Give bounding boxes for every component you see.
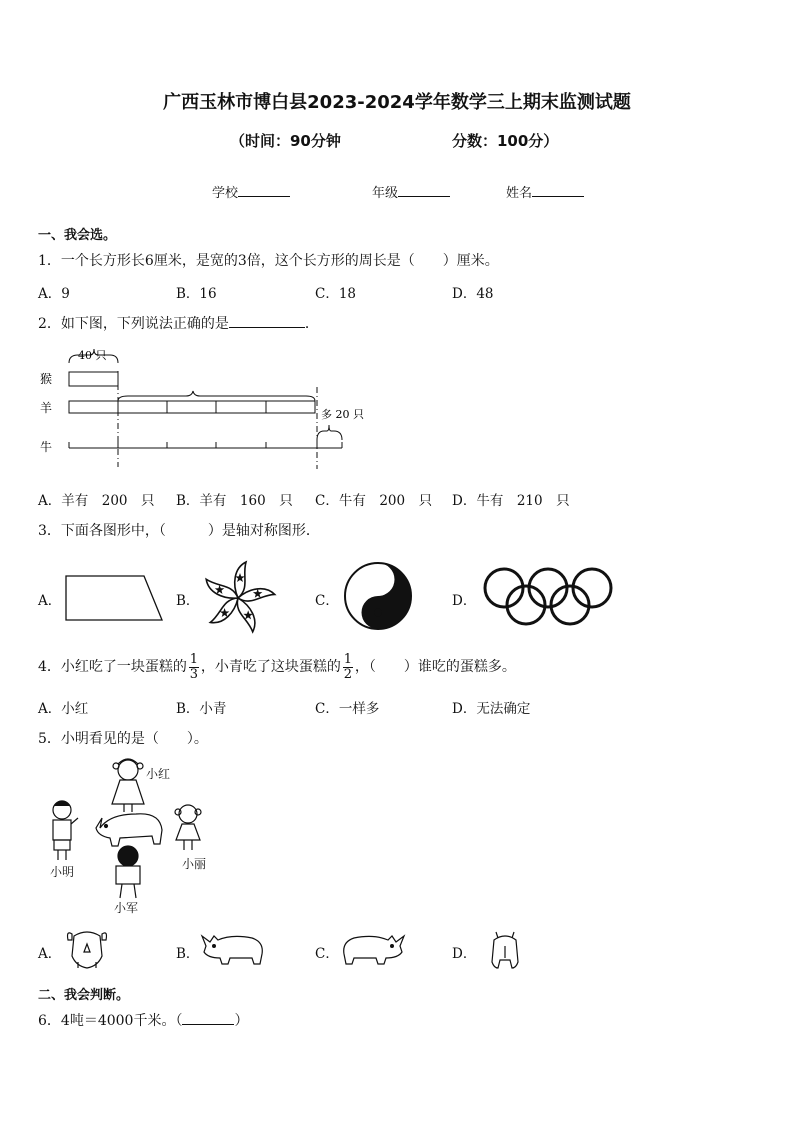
girl-xiaohong-figure (112, 759, 144, 812)
q5-scene-illustration (40, 752, 230, 922)
name-xiaoming: 小明 (50, 865, 75, 879)
boy-xiaoming-figure (53, 801, 78, 860)
page-title: 广西玉林市博白县2023-2024学年数学三上期末监测试题 (163, 92, 631, 113)
cow-brace (317, 425, 342, 440)
question-6 (38, 1010, 248, 1030)
q2-option-d[interactable]: D．牛有 210 只 (452, 493, 570, 509)
sheep-label: 羊 (40, 401, 53, 415)
q4-text-2: ，小青吃了这块蛋糕的 (200, 659, 341, 675)
yin-yang-icon (342, 560, 414, 632)
q4-option-c[interactable]: C．一样多 (315, 701, 380, 717)
question-2 (38, 313, 319, 333)
rhino-facing-right-icon (340, 930, 406, 968)
monkey-label: 猴 (40, 372, 53, 386)
grade-blank[interactable] (398, 183, 450, 197)
q1-option-b[interactable]: B．16 (176, 286, 217, 302)
girl-xiaoli-figure (175, 805, 201, 850)
name-xiaoli: 小丽 (182, 857, 207, 871)
olympic-rings-icon (480, 566, 616, 628)
name-label: 姓名 (506, 186, 533, 201)
fraction-one-third (189, 653, 199, 682)
q4-option-d[interactable]: D．无法确定 (452, 701, 531, 717)
frac2-numerator: 1 (343, 651, 353, 667)
frac2-denominator: 2 (343, 666, 353, 682)
trapezoid-icon (62, 572, 166, 624)
q3-option-a[interactable]: A． (38, 593, 62, 609)
frac1-numerator: 1 (189, 651, 199, 667)
label-more-20: 多 20 只 (321, 408, 364, 421)
fraction-one-half (343, 653, 353, 682)
q3-option-c[interactable]: C． (315, 593, 339, 609)
bauhinia-flower-icon (198, 558, 278, 638)
question-1: 1．一个长方形长6厘米，是宽的3倍，这个长方形的周长是（ ）厘米。 (38, 253, 499, 269)
name-field (506, 182, 584, 201)
school-blank[interactable] (238, 183, 290, 197)
q5-option-b[interactable]: B． (176, 946, 200, 962)
q2-answer-blank[interactable] (229, 314, 305, 328)
q3-option-d[interactable]: D． (452, 593, 477, 609)
cow-label: 牛 (40, 440, 53, 454)
name-xiaohong: 小红 (146, 767, 171, 781)
exam-score: 分数：100分） (452, 132, 559, 150)
exam-time: （时间：90分钟 (230, 132, 341, 150)
question-5: 5．小明看见的是（ ）。 (38, 731, 208, 747)
q4-option-b[interactable]: B．小青 (176, 701, 227, 717)
monkey-segment (69, 372, 118, 386)
question-2-end: ． (304, 316, 319, 332)
grade-field (372, 182, 450, 201)
boy-xiaojun-figure (116, 846, 140, 898)
grade-label: 年级 (372, 186, 399, 201)
q2-option-c[interactable]: C．牛有 200 只 (315, 493, 433, 509)
q5-option-d[interactable]: D． (452, 946, 477, 962)
sheep-brace (118, 391, 315, 401)
q1-option-d[interactable]: D．48 (452, 286, 494, 302)
question-6-text: 6．4吨＝4000千米。（ (38, 1013, 183, 1029)
school-label: 学校 (212, 186, 239, 201)
q3-option-b[interactable]: B． (176, 593, 200, 609)
question-2-text: 2．如下图，下列说法正确的是 (38, 316, 229, 332)
label-40: 40 只 (78, 349, 107, 362)
rhino-back-view-icon (488, 926, 522, 970)
question-4 (38, 652, 516, 682)
question-3: 3．下面各图形中，（ ）是轴对称图形． (38, 523, 320, 539)
q4-option-a[interactable]: A．小红 (38, 701, 89, 717)
q5-option-a[interactable]: A． (38, 946, 62, 962)
q2-option-b[interactable]: B．羊有 160 只 (176, 493, 293, 509)
rhino-front-view-icon (64, 926, 110, 970)
name-blank[interactable] (532, 183, 584, 197)
frac1-denominator: 3 (189, 666, 199, 682)
q1-option-c[interactable]: C．18 (315, 286, 357, 302)
q4-text-3: ，（ ）谁吃的蛋糕多。 (354, 659, 516, 675)
q1-option-a[interactable]: A．9 (38, 286, 70, 302)
q5-option-c[interactable]: C． (315, 946, 339, 962)
rhino-facing-left-icon (200, 930, 266, 968)
rhino-figure (96, 814, 162, 846)
section-1-title: 一、我会选。 (38, 228, 117, 243)
q2-line-diagram (38, 345, 378, 475)
sheep-segment (69, 401, 315, 413)
q4-text-1: 4．小红吃了一块蛋糕的 (38, 659, 187, 675)
name-xiaojun: 小军 (114, 901, 139, 915)
q6-answer-blank[interactable] (182, 1011, 234, 1025)
school-field (212, 182, 290, 201)
question-6-end: ） (234, 1013, 249, 1029)
q2-option-a[interactable]: A．羊有 200 只 (38, 493, 155, 509)
section-2-title: 二、我会判断。 (38, 988, 130, 1003)
